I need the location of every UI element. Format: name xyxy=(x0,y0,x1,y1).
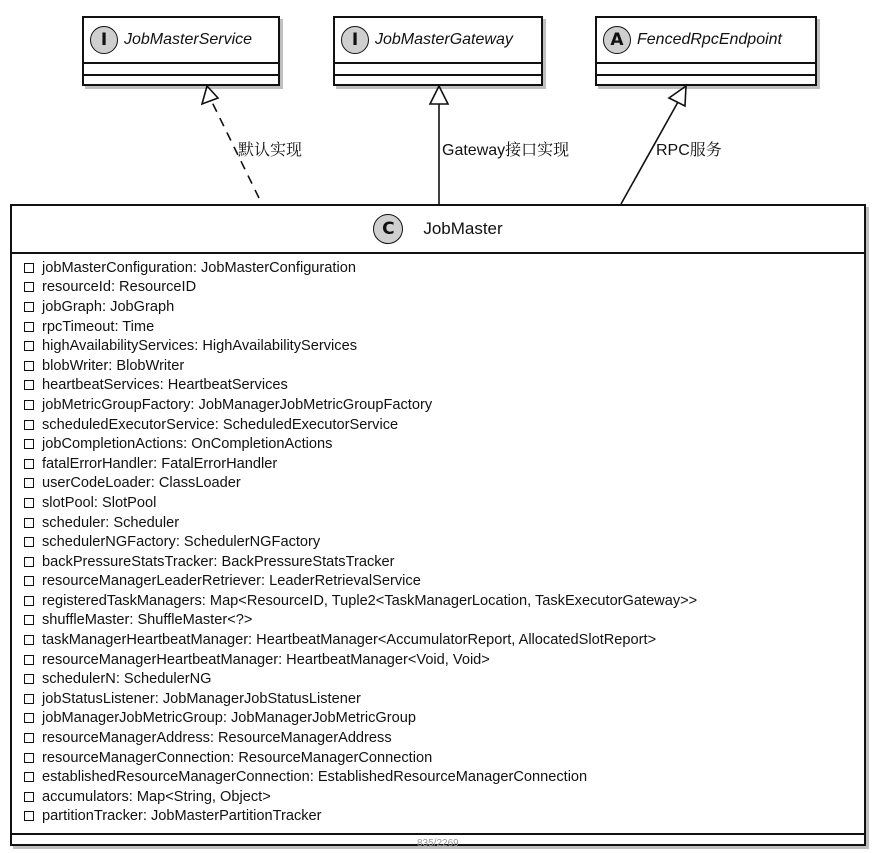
private-visibility-icon xyxy=(24,635,34,645)
edge-label-gateway-impl: Gateway接口实现 xyxy=(442,142,570,159)
attribute-text: blobWriter: BlobWriter xyxy=(42,357,185,374)
methods-section xyxy=(335,74,541,86)
interface-jobmasterservice xyxy=(82,16,280,86)
attribute-text: resourceId: ResourceID xyxy=(42,279,197,296)
attribute-text: userCodeLoader: ClassLoader xyxy=(42,475,241,492)
attribute-row xyxy=(24,689,864,709)
attribute-row xyxy=(24,709,864,729)
attribute-row xyxy=(24,474,864,494)
abstract-class-name: FencedRpcEndpoint xyxy=(637,31,782,48)
attribute-text: resourceManagerLeaderRetriever: LeaderRetrievalService xyxy=(42,573,421,590)
private-visibility-icon xyxy=(24,282,34,292)
private-visibility-icon xyxy=(24,772,34,782)
attribute-text: rpcTimeout: Time xyxy=(42,318,155,335)
interface-stereotype-icon: I xyxy=(341,26,369,54)
attribute-row xyxy=(24,728,864,748)
fields-section xyxy=(597,62,815,74)
attribute-row xyxy=(24,297,864,317)
private-visibility-icon xyxy=(24,713,34,723)
attribute-text: shuffleMaster: ShuffleMaster<?> xyxy=(42,612,253,629)
attribute-row xyxy=(24,356,864,376)
private-visibility-icon xyxy=(24,753,34,763)
attribute-text: establishedResourceManagerConnection: EstablishedResourceManagerConnection xyxy=(42,769,588,786)
private-visibility-icon xyxy=(24,459,34,469)
attribute-row xyxy=(24,493,864,513)
attribute-text: jobCompletionActions: OnCompletionActions xyxy=(42,436,333,453)
private-visibility-icon xyxy=(24,263,34,273)
arrowhead-jobmasterservice xyxy=(202,86,218,104)
abstract-fencedrpcendpoint xyxy=(595,16,817,86)
attribute-text: resourceManagerHeartbeatManager: HeartbeatManager<Void, Void> xyxy=(42,651,490,668)
attribute-row xyxy=(24,669,864,689)
private-visibility-icon xyxy=(24,498,34,508)
private-visibility-icon xyxy=(24,576,34,586)
methods-section xyxy=(12,833,864,835)
private-visibility-icon xyxy=(24,322,34,332)
fields-section xyxy=(84,62,278,74)
attribute-row xyxy=(24,767,864,787)
fields-section xyxy=(335,62,541,74)
attribute-list xyxy=(12,254,864,826)
attribute-text: scheduler: Scheduler xyxy=(42,514,180,531)
class-stereotype-icon: C xyxy=(373,214,403,244)
attribute-row xyxy=(24,748,864,768)
private-visibility-icon xyxy=(24,518,34,528)
attribute-text: scheduledExecutorService: ScheduledExecutorService xyxy=(42,416,399,433)
attribute-row xyxy=(24,454,864,474)
class-jobmaster xyxy=(10,204,866,846)
private-visibility-icon xyxy=(24,811,34,821)
attribute-text: backPressureStatsTracker: BackPressureStatsTracker xyxy=(42,553,395,570)
private-visibility-icon xyxy=(24,341,34,351)
private-visibility-icon xyxy=(24,439,34,449)
page-watermark: 835/2269 xyxy=(417,838,459,849)
attribute-text: fatalErrorHandler: FatalErrorHandler xyxy=(42,455,278,472)
attribute-row xyxy=(24,317,864,337)
attribute-text: jobStatusListener: JobManagerJobStatusListener xyxy=(42,690,361,707)
attribute-row xyxy=(24,415,864,435)
attribute-row xyxy=(24,434,864,454)
attribute-text: resourceManagerAddress: ResourceManagerAddress xyxy=(42,730,392,747)
attribute-row xyxy=(24,630,864,650)
attribute-row xyxy=(24,258,864,278)
arrowhead-fencedrpcendpoint xyxy=(669,86,686,106)
private-visibility-icon xyxy=(24,302,34,312)
private-visibility-icon xyxy=(24,655,34,665)
arrowhead-jobmastergateway xyxy=(430,86,448,104)
interface-name: JobMasterGateway xyxy=(375,31,513,48)
private-visibility-icon xyxy=(24,537,34,547)
attribute-row xyxy=(24,572,864,592)
private-visibility-icon xyxy=(24,674,34,684)
interface-stereotype-icon: I xyxy=(90,26,118,54)
attribute-row xyxy=(24,532,864,552)
private-visibility-icon xyxy=(24,557,34,567)
private-visibility-icon xyxy=(24,478,34,488)
attribute-text: jobManagerJobMetricGroup: JobManagerJobMetricGroup xyxy=(42,710,416,727)
attribute-text: jobGraph: JobGraph xyxy=(42,298,175,315)
attribute-text: heartbeatServices: HeartbeatServices xyxy=(42,377,288,394)
interface-jobmastergateway xyxy=(333,16,543,86)
attribute-row xyxy=(24,336,864,356)
interface-name: JobMasterService xyxy=(124,31,253,48)
attribute-text: registeredTaskManagers: Map<ResourceID, Tuple2<TaskManagerLocation, TaskExecutorGateway>> xyxy=(42,592,698,609)
abstract-stereotype-icon: A xyxy=(603,26,631,54)
private-visibility-icon xyxy=(24,380,34,390)
attribute-row xyxy=(24,591,864,611)
attribute-row xyxy=(24,650,864,670)
private-visibility-icon xyxy=(24,792,34,802)
class-name: JobMaster xyxy=(423,219,503,238)
private-visibility-icon xyxy=(24,733,34,743)
attribute-row xyxy=(24,376,864,396)
attribute-text: jobMasterConfiguration: JobMasterConfiguration xyxy=(42,259,356,276)
attribute-text: accumulators: Map<String, Object> xyxy=(42,788,271,805)
attribute-row xyxy=(24,395,864,415)
methods-section xyxy=(84,74,278,86)
attribute-text: slotPool: SlotPool xyxy=(42,494,157,511)
attribute-row xyxy=(24,278,864,298)
attribute-text: taskManagerHeartbeatManager: HeartbeatManager<AccumulatorReport, AllocatedSlotReport> xyxy=(42,632,657,649)
attribute-text: jobMetricGroupFactory: JobManagerJobMetricGroupFactory xyxy=(42,396,433,413)
attribute-row xyxy=(24,787,864,807)
edge-label-rpc-service: RPC服务 xyxy=(656,142,722,159)
attribute-text: partitionTracker: JobMasterPartitionTracker xyxy=(42,808,322,825)
edge-label-default-impl: 默认实现 xyxy=(238,142,303,159)
attribute-row xyxy=(24,807,864,827)
private-visibility-icon xyxy=(24,361,34,371)
private-visibility-icon xyxy=(24,615,34,625)
private-visibility-icon xyxy=(24,596,34,606)
private-visibility-icon xyxy=(24,420,34,430)
attribute-text: schedulerN: SchedulerNG xyxy=(42,671,212,688)
private-visibility-icon xyxy=(24,694,34,704)
attribute-row xyxy=(24,552,864,572)
methods-section xyxy=(597,74,815,86)
attribute-text: resourceManagerConnection: ResourceManagerConnection xyxy=(42,749,433,766)
attribute-row xyxy=(24,513,864,533)
attribute-row xyxy=(24,611,864,631)
attribute-text: highAvailabilityServices: HighAvailabilityServices xyxy=(42,338,357,355)
private-visibility-icon xyxy=(24,400,34,410)
attribute-text: schedulerNGFactory: SchedulerNGFactory xyxy=(42,534,321,551)
